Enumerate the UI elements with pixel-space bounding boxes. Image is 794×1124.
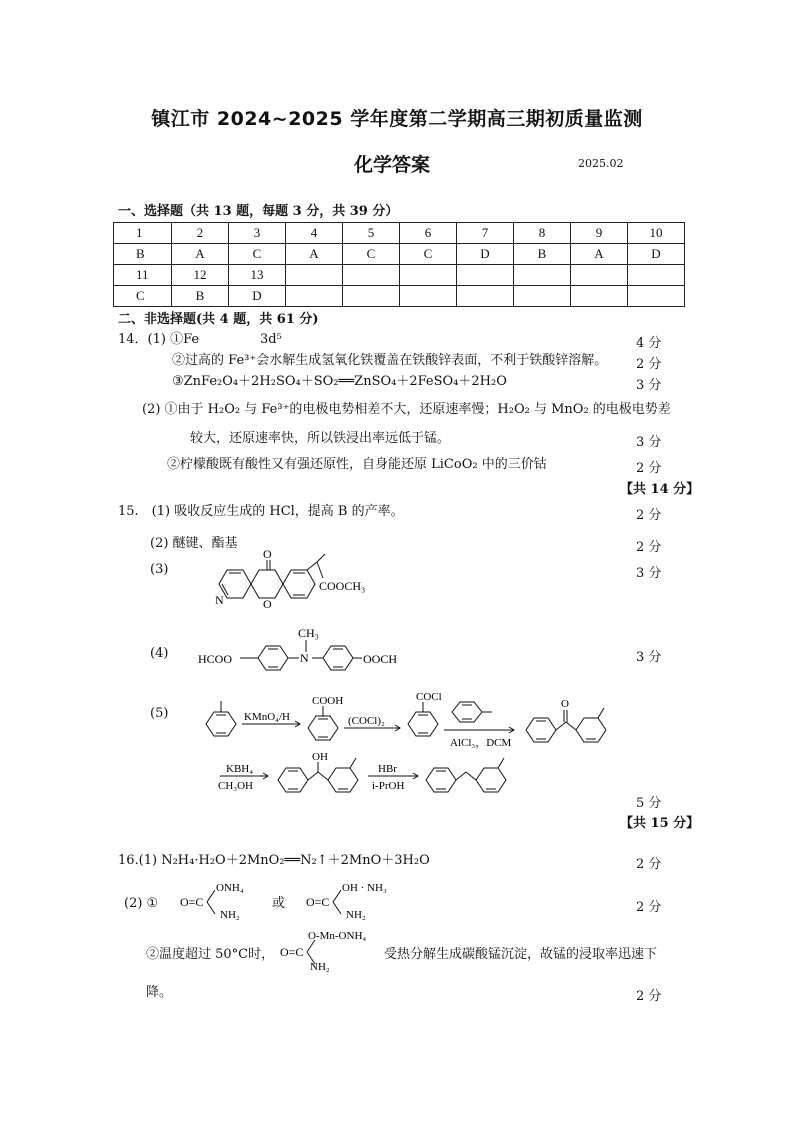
answer-table-row [114, 265, 685, 286]
answer-table-cell: 12 [172, 265, 229, 286]
q16-2a-bottom: NH₂ [220, 909, 240, 921]
answer-table-cell [457, 265, 514, 286]
answer-table-cell: 7 [457, 223, 514, 244]
q15-3-ring-n: N [215, 593, 224, 607]
q15-p1-score: 2 分 [636, 508, 662, 523]
answer-table-cell: C [229, 244, 286, 265]
q14-p1-c: ③ZnFe₂O₄＋2H₂SO₄＋SO₂══ZnSO₄＋2FeSO₄＋2H₂O [172, 374, 507, 389]
page-title: 镇江市 2024~2025 学年度第二学期高三期初质量监测 [151, 108, 643, 130]
answer-table-cell: 9 [571, 223, 628, 244]
answer-table-cell: 1 [114, 223, 172, 244]
q16-p2-score: 2 分 [636, 900, 662, 915]
answer-table-cell [457, 286, 514, 307]
answer-table-cell [286, 265, 343, 286]
q14-p1-a2: 3d⁵ [260, 332, 282, 347]
q15-3-ketone-o: O [263, 547, 272, 561]
answer-table-cell: C [400, 244, 457, 265]
q16-2-struct-b [306, 880, 426, 922]
q15-p2: (2) 醚键、酯基 [150, 536, 238, 551]
q15-p5: (5) [150, 706, 169, 721]
q14-p1-b: ②过高的 Fe³⁺会水解生成氢氧化铁覆盖在铁酸锌表面，不利于铁酸锌溶解。 [172, 353, 608, 368]
q16-p2-or: 或 [272, 896, 286, 911]
q15-4-left: HCOO [198, 652, 233, 666]
answer-table-cell [400, 265, 457, 286]
q15-5-reagent1: KMnO₄/H [244, 711, 291, 723]
q14-p2-b-score: 2 分 [636, 461, 662, 476]
section1-heading: 一、选择题（共 13 题，每题 3 分，共 39 分） [118, 204, 399, 219]
q15-5-reagent5b: i-PrOH [372, 780, 405, 792]
q14-p1-b-score: 2 分 [636, 357, 662, 372]
answer-table-cell [628, 265, 685, 286]
q14-p2-a-score: 3 分 [636, 435, 662, 450]
answer-table-cell: D [457, 244, 514, 265]
q15-p1: 15. (1) 吸收反应生成的 HCl，提高 B 的产率。 [118, 504, 404, 519]
q16-p3-b: 受热分解生成碳酸锰沉淀，故锰的浸取率迅速下 [384, 947, 658, 962]
q16-3-top: O-Mn-ONH₄ [308, 930, 367, 942]
answer-table-row [114, 223, 685, 244]
answer-table-cell [514, 286, 571, 307]
q16-2b-bottom: NH₂ [346, 909, 366, 921]
q16-p3-a: ②温度超过 50°C时， [146, 947, 275, 962]
q16-3-left: O=C [280, 945, 304, 959]
exam-date: 2025.02 [578, 157, 624, 170]
answer-table-cell [628, 286, 685, 307]
q16-p3-score: 2 分 [636, 989, 662, 1004]
q15-5-reagent3: AlCl₃，DCM [450, 737, 512, 749]
q15-5-oh: OH [312, 751, 328, 763]
answer-table-row [114, 286, 685, 307]
q15-5-synthesis [196, 690, 686, 806]
answer-table-cell: A [286, 244, 343, 265]
q15-4-methyl: CH₃ [298, 626, 319, 640]
q15-p5-score: 5 分 [636, 796, 662, 811]
answer-table-cell: B [514, 244, 571, 265]
answer-table-cell: 2 [172, 223, 229, 244]
q15-p3-score: 3 分 [636, 566, 662, 581]
q15-5-cocl: COCl [416, 691, 442, 703]
answer-table-cell: 13 [229, 265, 286, 286]
q15-5-reagent5a: HBr [378, 763, 397, 775]
answer-table-cell: 6 [400, 223, 457, 244]
answer-table-cell: C [114, 286, 172, 307]
q14-total: 【共 14 分】 [620, 482, 700, 497]
answer-table-cell: B [172, 286, 229, 307]
answer-table-cell [343, 286, 400, 307]
answer-table-cell [286, 286, 343, 307]
q16-3-struct [280, 928, 390, 974]
answer-table-cell: C [343, 244, 400, 265]
q16-p1: 16.(1) N₂H₄·H₂O＋2MnO₂══N₂↑＋2MnO＋3H₂O [118, 853, 430, 868]
q15-total: 【共 15 分】 [620, 816, 700, 831]
answer-table-row [114, 244, 685, 265]
q14-p1-c-score: 3 分 [636, 378, 662, 393]
q15-4-right: OOCH [363, 652, 398, 666]
answer-table-cell: D [628, 244, 685, 265]
answer-table-cell [571, 286, 628, 307]
q14-p2-b: ②柠檬酸既有酸性又有强还原性，自身能还原 LiCoO₂ 中的三价钴 [167, 457, 547, 472]
q15-p4: (4) [150, 646, 169, 661]
answer-table-cell [514, 265, 571, 286]
q15-3-structure [205, 548, 405, 614]
q15-5-reagent4a: KBH₄ [226, 763, 254, 775]
answer-table-cell: D [229, 286, 286, 307]
q15-3-ester: COOCH₃ [319, 579, 366, 593]
q16-2a-left: O=C [180, 895, 204, 909]
q15-3-ring-o: O [263, 597, 272, 611]
answer-table-cell: B [114, 244, 172, 265]
answer-table-cell [571, 265, 628, 286]
q15-p3: (3) [150, 562, 169, 577]
answer-table-cell: 5 [343, 223, 400, 244]
answer-table-cell: 10 [628, 223, 685, 244]
q15-5-reagent4b: CH₃OH [218, 780, 254, 792]
q16-2b-left: O=C [306, 895, 330, 909]
answer-table-cell: A [172, 244, 229, 265]
q15-5-reagent2: (COCl)₂ [348, 715, 385, 727]
q15-5-ketone-o: O [561, 698, 569, 710]
answer-table-cell: 4 [286, 223, 343, 244]
answer-table-cell [343, 265, 400, 286]
q16-3-bottom: NH₂ [310, 961, 330, 973]
answer-table [113, 222, 685, 307]
answer-table-cell: 8 [514, 223, 571, 244]
q15-5-cooh: COOH [312, 695, 344, 707]
q14-p1-a: 14．(1) ①Fe [118, 332, 200, 347]
q16-p2: (2) ① [124, 896, 159, 911]
q15-4-n: N [300, 651, 309, 665]
q14-p1-a-score: 4 分 [636, 336, 662, 351]
q16-p3-c: 降。 [146, 985, 173, 1000]
answer-table-cell: 11 [114, 265, 172, 286]
q15-p4-score: 3 分 [636, 650, 662, 665]
section2-heading: 二、非选择题(共 4 题，共 61 分) [118, 312, 319, 327]
page-subtitle: 化学答案 [354, 154, 431, 176]
answer-table-cell: 3 [229, 223, 286, 244]
q16-p1-score: 2 分 [636, 857, 662, 872]
q14-p2-a2: 较大，还原速率快，所以铁浸出率远低于锰。 [190, 431, 451, 446]
answer-table-cell: A [571, 244, 628, 265]
q15-4-structure [196, 626, 416, 674]
q15-p2-score: 2 分 [636, 540, 662, 555]
answer-table-cell [400, 286, 457, 307]
q16-2a-top: ONH₄ [216, 882, 244, 894]
q16-2b-top: OH · NH₃ [342, 882, 387, 894]
q14-p2-a1: (2) ①由于 H₂O₂ 与 Fe³⁺的电极电势相差不大，还原速率慢；H₂O₂ 与 MnO₂ 的电极电势差 [142, 402, 671, 417]
q16-2-struct-a [180, 880, 280, 922]
